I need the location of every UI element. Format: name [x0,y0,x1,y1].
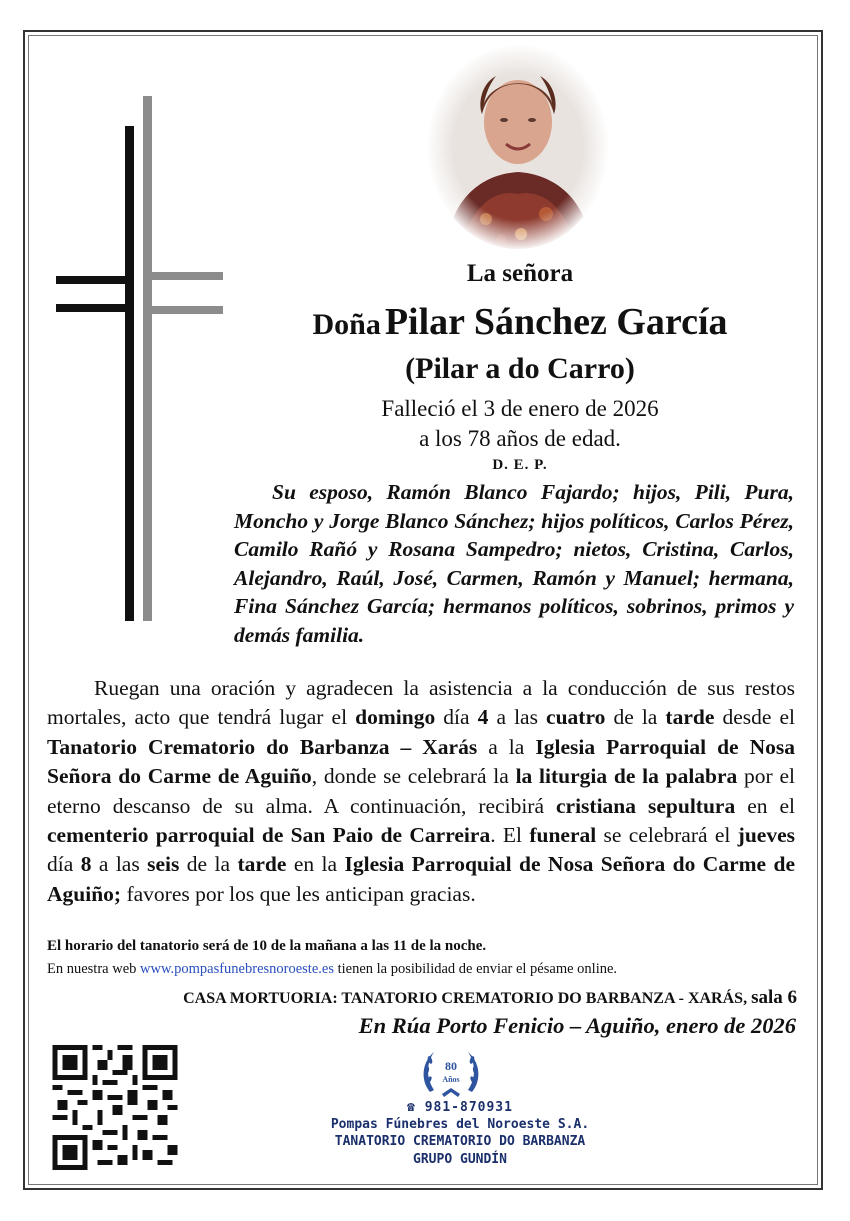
company-name: Pompas Fúnebres del Noroeste S.A. [330,1117,590,1132]
nickname: (Pilar a do Carro) [405,352,635,385]
intro-text: La señora [466,260,574,287]
phone-icon: ☎ [407,1100,416,1115]
mortuary-info: CASA MORTUORIA: TANATORIO CREMATORIO DO BARBANZA - XARÁS, sala 6 [183,987,797,1008]
website-link[interactable]: www.pompasfunebresnoroeste.es [140,961,334,977]
phone-line [230,1100,690,1115]
place-date: En Rúa Porto Fenicio – Aguiño, enero de 2026 [358,1013,796,1038]
death-age: a los 78 años de edad. [419,426,621,451]
qr-code-icon[interactable] [50,1045,180,1170]
badge-number: 80 [445,1059,457,1073]
company-tanatorio: TANATORIO CREMATORIO DO BARBANZA [334,1134,586,1149]
tanatorio-hours: El horario del tanatorio será de 10 de la mañana a las 11 de la noche. [47,938,487,954]
name-prefix: Doña [312,308,381,341]
portrait-photo [426,44,610,250]
anniversary-badge-icon [420,1044,482,1100]
death-info [230,394,810,454]
death-date: Falleció el 3 de enero de 2026 [381,396,659,421]
ceremony-paragraph: Ruegan una oración y agradecen la asistencia a la conducción de sus restos mortales, acto que tendrá lugar el domingo día 4 a las cuatro de la tarde desde el Tanatorio Crematorio do Barbanza – Xarás a la Iglesia Parroquial de Nosa Señora do Carme de Aguiño, donde se celebrará la la liturgia de la palabra por el eterno descanso de su alma. A continuación, recibirá cristiana sepultura en el cementerio parroquial de San Paio de Carreira. El funeral se celebrará el jueves día 8 a las seis de la tarde en la Iglesia Parroquial de Nosa Señora do Carme de Aguiño; favores por los que les anticipan gracias. [47,676,796,906]
phone-number[interactable]: 981-870931 [424,1100,513,1115]
web-note: En nuestra web www.pompasfunebresnoroeste.es tienen la posibilidad de enviar el pésame online. [47,961,618,977]
room-number: sala 6 [751,987,797,1008]
deceased-name [230,300,810,344]
cross-icon [56,96,226,621]
badge-word: Años [442,1075,460,1084]
name-text: Pilar Sánchez García [384,301,728,343]
dep-text: D. E. P. [492,457,548,473]
company-group: GRUPO GUNDÍN [413,1152,507,1167]
family-paragraph: Su esposo, Ramón Blanco Fajardo; hijos, Pili, Pura, Moncho y Jorge Blanco Sánchez; hijos políticos, Carlos Pérez, Camilo Rañó y Rosana Sampedro; nietos, Cristina, Carlos, Alejandro, Raúl, José, Carmen, Ramón y Manuel; hermana, Fina Sánchez García; hermanos políticos, sobrinos, primos y demás familia. [234,480,794,647]
